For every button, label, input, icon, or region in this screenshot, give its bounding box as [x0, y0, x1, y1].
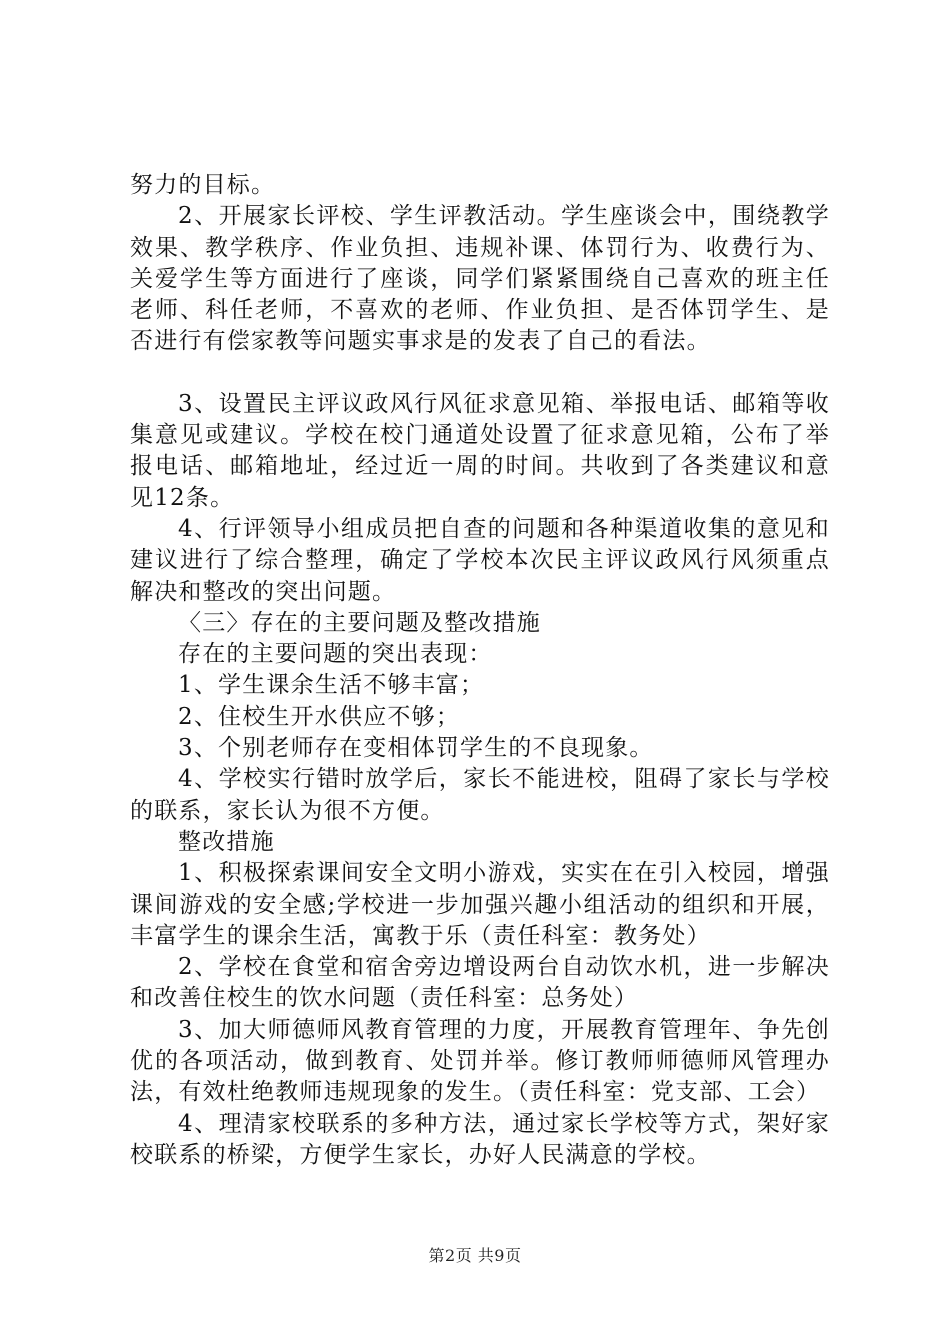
issue-item-1: 1、学生课余生活不够丰富； [178, 672, 485, 699]
page-number-footer: 第2页 共9页 [428, 1246, 522, 1265]
issue-item-4: 4、学校实行错时放学后，家长不能进校，阻碍了家长与学校的联系，家长认为很不方便。 [130, 766, 830, 824]
issue-item-3: 3、个别老师存在变相体罚学生的不良现象。 [178, 735, 654, 762]
document-body [130, 170, 830, 1171]
paragraph-item-4-leadership-review: 4、行评领导小组成员把自查的问题和各种渠道收集的意见和建议进行了综合整理，确定了学校本次民主评议政风行风须重点解决和整改的突出问题。 [130, 515, 830, 605]
measure-item-3: 3、加大师德师风教育管理的力度，开展教育管理年、争先创优的各项活动，做到教育、处罚并举。修订教师师德师风管理办法，有效杜绝教师违规现象的发生。（责任科室：党支部、工会） [130, 1016, 830, 1106]
paragraph-item-2-parent-evaluation: 2、开展家长评校、学生评教活动。学生座谈会中，围绕教学效果、教学秩序、作业负担、违规补课、体罚行为、收费行为、关爱学生等方面进行了座谈，同学们紧紧围绕自己喜欢的班主任老师、科任老师，不喜欢的老师、作业负担、是否体罚学生、是否进行有偿家教等问题实事求是的发表了自己的看法。 [130, 203, 830, 355]
paragraph-item-3-suggestion-box: 3、设置民主评议政风行风征求意见箱、举报电话、邮箱等收集意见或建议。学校在校门通道处设置了征求意见箱，公布了举报电话、邮箱地址，经过近一周的时间。共收到了各类建议和意见12条。 [130, 390, 830, 511]
issue-item-2: 2、住校生开水供应不够； [178, 703, 461, 730]
section-heading-issues: 〈三〉存在的主要问题及整改措施 [178, 609, 541, 636]
measures-heading: 整改措施 [178, 828, 275, 855]
measure-item-2: 2、学校在食堂和宿舍旁边增设两台自动饮水机，进一步解决和改善住校生的饮水问题（责任科室：总务处） [130, 954, 830, 1012]
paragraph-continuation: 努力的目标。 [130, 172, 276, 198]
measure-item-4: 4、理清家校联系的多种方法，通过家长学校等方式，架好家校联系的桥梁，方便学生家长，办好人民满意的学校。 [130, 1110, 830, 1168]
issues-intro: 存在的主要问题的突出表现： [178, 641, 493, 668]
measure-item-1: 1、积极探索课间安全文明小游戏，实实在在引入校园，增强课间游戏的安全感;学校进一步加强兴趣小组活动的组织和开展，丰富学生的课余生活，寓教于乐（责任科室：教务处） [130, 860, 830, 949]
